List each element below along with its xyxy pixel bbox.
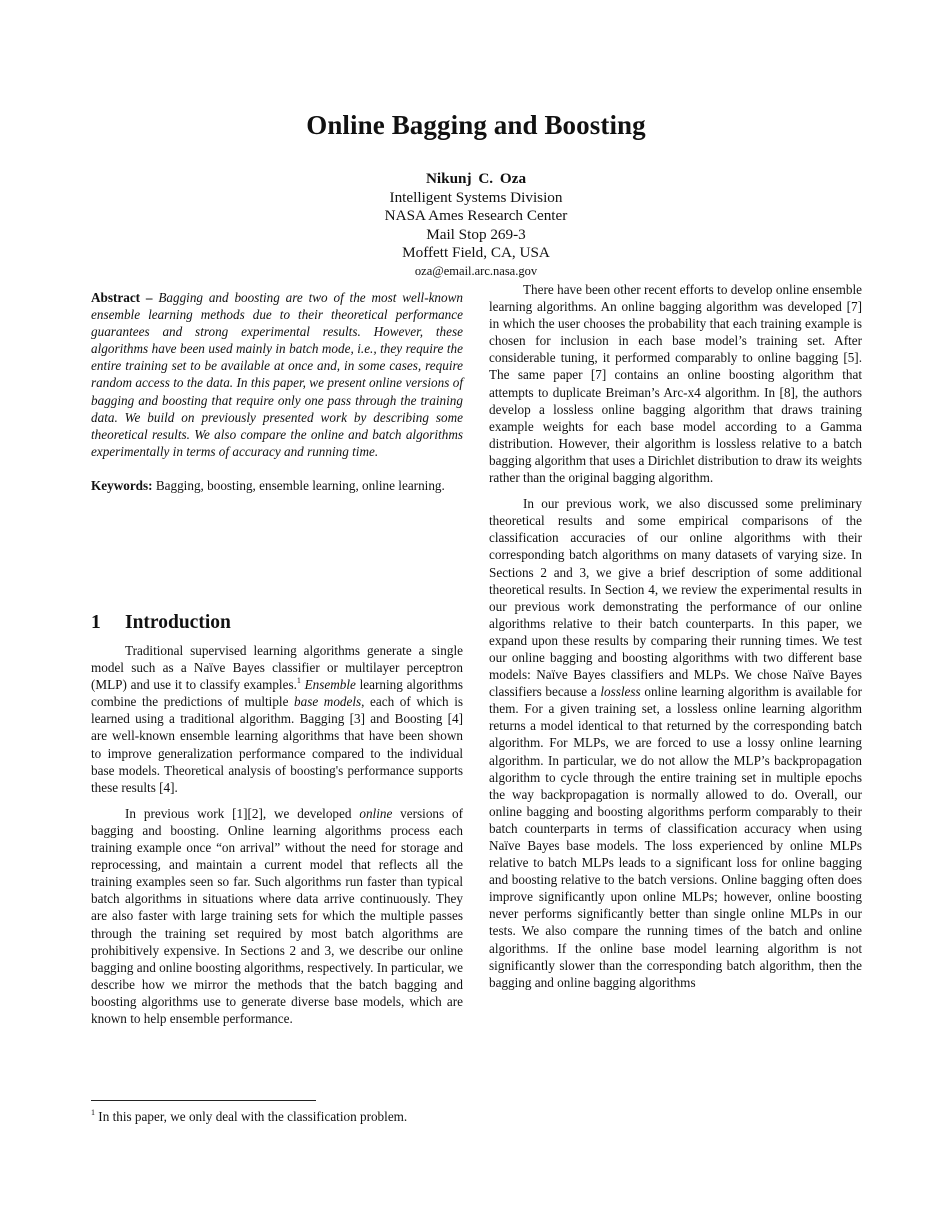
author-email: oza@email.arc.nasa.gov	[414, 263, 538, 278]
keywords-text: Bagging, boosting, ensemble learning, online learning.	[155, 477, 445, 493]
affiliation-line: Moffett Field, CA, USA	[402, 244, 550, 262]
author-name: Nikunj C. Oza	[425, 170, 527, 187]
section-heading-introduction	[91, 612, 231, 634]
footnote-mark: 1	[91, 1108, 95, 1117]
footnote	[91, 1108, 467, 1125]
abstract-label: Abstract –	[91, 290, 153, 305]
affiliation-line: Mail Stop 269-3	[426, 225, 526, 243]
keywords	[91, 477, 463, 494]
abstract	[91, 289, 463, 460]
right-column	[489, 281, 862, 991]
affiliation-line: NASA Ames Research Center	[384, 207, 568, 225]
abstract-text: Bagging and boosting are two of the most well-known ensemble learning methods due to their theoretical performance guarantees and strong experimental results. However, these algorithms have been used mainly in batch mode, i.e., they require the entire training set to be available at once and, in some cases, require random access to the data. In this paper, we present online versions of bagging and boosting that require only one pass through the training data. We build on previously presented work by describing some theoretical results. We also compare the online and batch algorithms experimentally in terms of accuracy and running time.	[91, 290, 464, 459]
intro-paragraph-2: In previous work [1][2], we developed online versions of bagging and boosting. Online learning algorithms process each training example once “on arrival” without the need for storage and reprocessing, and maintain a current model that reflects all the training examples seen so far. Such algorithms run faster than typical batch algorithms in situations where data arrive continuously. They are also faster with large training sets for which the multiple passes through the training set required by most batch algorithms are prohibitively expensive. In Sections 2 and 3, we describe our online bagging and online boosting algorithms, respectively. In particular, we describe how we mirror the methods that the batch bagging and boosting algorithms use to generate diverse base models, which are known to help ensemble performance.	[91, 805, 463, 1026]
footnote-divider	[91, 1100, 316, 1101]
footnote-text: In this paper, we only deal with the classification problem.	[95, 1109, 408, 1124]
footnote-marker: 1	[296, 676, 301, 686]
section-number: 1	[91, 612, 101, 633]
right-paragraph-1: There have been other recent efforts to develop online ensemble learning algorithms. An online bagging algorithm was developed [7] in which the user chooses the probability that each training example is chosen for inclusion in each base model’s training set. After considerable tuning, it performed comparably to online bagging [5]. The same paper [7] contains an online boosting algorithm that attempts to duplicate Breiman’s Arc-x4 algorithm. In [8], the authors develop a lossless online bagging algorithm that draws training example weights for each base model according to a Gamma distribution. However, their algorithm is lossless relative to a batch bagging algorithm that uses a Dirichlet distribution to draw its weights rather than the original bagging algorithm.	[489, 282, 862, 486]
paper-title: Online Bagging and Boosting	[306, 110, 646, 140]
intro-paragraph-1: Traditional supervised learning algorithms generate a single model such as a Naïve Bayes classifier or multilayer perceptron (MLP) and use it to classify examples.$^1$ Ensemble learning algorithms combine the predictions of multiple base models, each of which is learned using a traditional algorithm. Bagging [3] and Boosting [4] are well-known ensemble learning algorithms that have been shown to improve generalization performance compared to the individual base models. Theoretical analysis of boosting's performance supports these results [4].	[91, 643, 464, 795]
keywords-label: Keywords:	[91, 477, 153, 493]
author-block	[0, 170, 952, 280]
left-column-top	[91, 289, 463, 494]
right-paragraph-2: In our previous work, we also discussed some preliminary theoretical results and some empirical comparisons of the classification accuracies of our online algorithms with their corresponding batch algorithms on many datasets of varying size. In Sections 2 and 3, we give a brief description of some additional theoretical results. In Section 4, we review the experimental results in our previous work demonstrating the performance of our online algorithms relative to their batch counterparts. In this paper, we expand upon these results by comparing their running times. We test our online bagging and boosting algorithms with two different base models: Naïve Bayes classifiers and MLPs. We chose Naïve Bayes classifiers because a lossless online learning algorithm is available for them. For a given training set, a lossless online learning algorithm returns a model identical to that returned by the corresponding batch algorithm. For MLPs, we are forced to use a lossy online learning algorithm. In particular, we do not allow the MLP’s backpropagation algorithm to cycle through the entire training set in multiple epochs the way backpropagation is normally allowed to do. Overall, our online bagging and boosting algorithms perform comparably to their batch counterparts in terms of classification accuracy when using Naïve Bayes base models. The loss experienced by online MLPs relative to batch MLPs leads to a significant loss for online bagging and boosting relative to the batch versions. Online bagging often does improve significantly upon online MLPs; however, online boosting never performs significantly better than single online MLPs in our tests. We also compare the running times of the batch and online algorithms. If the online base model learning algorithm is not significantly slower than the corresponding batch algorithm, then the bagging and online bagging algorithms	[489, 496, 862, 990]
affiliation-line: Intelligent Systems Division	[389, 188, 563, 206]
left-column-introduction	[91, 642, 463, 1027]
section-title: Introduction	[125, 612, 231, 633]
